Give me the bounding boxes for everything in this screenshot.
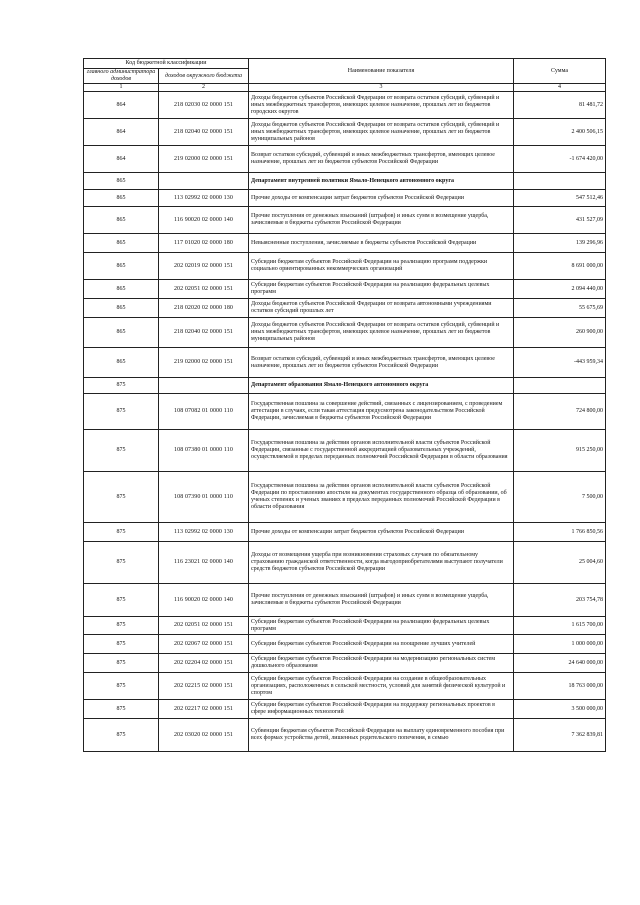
admin-code-cell: 875 xyxy=(84,542,159,584)
income-col-header: доходов окружного бюджета xyxy=(159,69,249,84)
indicator-name-cell: Департамент образования Ямало-Ненецкого автономного округа xyxy=(249,378,514,394)
table-row xyxy=(84,584,606,617)
amount-cell: 7 362 839,81 xyxy=(514,719,606,752)
indicator-name-cell: Доходы бюджетов субъектов Российской Федерации от возврата остатков субсидий, субвенций и иных межбюджетных трансфертов, имеющих целевое назначение, прошлых лет из бюджетов муниципальных районов xyxy=(249,318,514,348)
table-row xyxy=(84,673,606,700)
income-code-cell: 219 02000 02 0000 151 xyxy=(159,146,249,173)
col-number: 2 xyxy=(159,84,249,92)
income-code-cell: 113 02992 02 0000 130 xyxy=(159,190,249,207)
sum-header: Сумма xyxy=(514,59,606,84)
amount-cell: 24 640 000,00 xyxy=(514,654,606,673)
admin-code-cell: 865 xyxy=(84,280,159,299)
amount-cell: 724 800,00 xyxy=(514,394,606,430)
income-code-cell: 108 07390 01 0000 110 xyxy=(159,472,249,523)
table-row xyxy=(84,430,606,472)
table-row xyxy=(84,280,606,299)
admin-code-cell: 875 xyxy=(84,584,159,617)
table-row xyxy=(84,207,606,234)
income-code-cell: 116 23021 02 0000 140 xyxy=(159,542,249,584)
indicator-name-cell: Субсидии бюджетам субъектов Российской Федерации на поощрение лучших учителей xyxy=(249,635,514,654)
income-code-cell: 218 02040 02 0000 151 xyxy=(159,318,249,348)
header-row xyxy=(84,59,606,69)
table-row xyxy=(84,318,606,348)
table-row xyxy=(84,92,606,119)
indicator-name-cell: Доходы от возмещения ущерба при возникновении страховых случаев по обязательному страхованию гражданской ответственности, когда выгодоприобретателями выступают получатели средств бюджетов субъектов Российской Федерации xyxy=(249,542,514,584)
indicator-name-cell: Субсидии бюджетам субъектов Российской Федерации на поддержку региональных проектов в сфере информационных технологий xyxy=(249,700,514,719)
income-code-cell: 108 07082 01 0000 110 xyxy=(159,394,249,430)
admin-code-cell: 875 xyxy=(84,378,159,394)
indicator-name-cell: Возврат остатков субсидий, субвенций и иных межбюджетных трансфертов, имеющих целевое назначение, прошлых лет из бюджетов субъектов Российской Федерации xyxy=(249,146,514,173)
admin-code-cell: 865 xyxy=(84,348,159,378)
name-header: Наименование показателя xyxy=(249,59,514,84)
table-row xyxy=(84,119,606,146)
admin-code-cell: 864 xyxy=(84,119,159,146)
indicator-name-cell: Субсидии бюджетам субъектов Российской Федерации на реализацию программ поддержки социально ориентированных некоммерческих организаций xyxy=(249,253,514,280)
amount-cell: 547 512,46 xyxy=(514,190,606,207)
amount-cell xyxy=(514,378,606,394)
indicator-name-cell: Субсидии бюджетам субъектов Российской Федерации на реализацию федеральных целевых программ xyxy=(249,617,514,635)
table-row xyxy=(84,394,606,430)
table-row xyxy=(84,146,606,173)
admin-code-cell: 865 xyxy=(84,207,159,234)
income-code-cell: 202 03020 02 0000 151 xyxy=(159,719,249,752)
indicator-name-cell: Прочие поступления от денежных взысканий (штрафов) и иных сумм в возмещение ущерба, зачисляемые в бюджеты субъектов Российской Федерации xyxy=(249,584,514,617)
admin-code-cell: 875 xyxy=(84,430,159,472)
income-code-cell: 116 90020 02 0000 140 xyxy=(159,584,249,617)
admin-code-cell: 864 xyxy=(84,92,159,119)
amount-cell: -443 959,34 xyxy=(514,348,606,378)
table-row xyxy=(84,299,606,318)
income-code-cell: 218 02020 02 0000 180 xyxy=(159,299,249,318)
indicator-name-cell: Доходы бюджетов субъектов Российской Федерации от возврата автономными учреждениями остатков субсидий прошлых лет xyxy=(249,299,514,318)
column-number-row xyxy=(84,84,606,92)
amount-cell: 203 754,78 xyxy=(514,584,606,617)
amount-cell: 55 675,69 xyxy=(514,299,606,318)
table-body xyxy=(84,92,606,752)
amount-cell: 8 691 000,00 xyxy=(514,253,606,280)
amount-cell: 3 500 000,00 xyxy=(514,700,606,719)
admin-code-cell: 865 xyxy=(84,190,159,207)
indicator-name-cell: Доходы бюджетов субъектов Российской Федерации от возврата остатков субсидий, субвенций и иных межбюджетных трансфертов, имеющих целевое назначение, прошлых лет из бюджетов муниципальных районов xyxy=(249,119,514,146)
amount-cell: 2 094 440,00 xyxy=(514,280,606,299)
admin-col-header: главного администратора доходов xyxy=(84,69,159,84)
section-row xyxy=(84,173,606,190)
amount-cell: 139 296,96 xyxy=(514,234,606,253)
income-code-cell: 202 02217 02 0000 151 xyxy=(159,700,249,719)
admin-code-cell: 865 xyxy=(84,173,159,190)
admin-code-cell: 865 xyxy=(84,318,159,348)
income-code-cell: 202 02051 02 0000 151 xyxy=(159,280,249,299)
admin-code-cell: 875 xyxy=(84,472,159,523)
income-code-cell: 219 02000 02 0000 151 xyxy=(159,348,249,378)
indicator-name-cell: Департамент внутренней политики Ямало-Ненецкого автономного округа xyxy=(249,173,514,190)
col-number: 3 xyxy=(249,84,514,92)
indicator-name-cell: Доходы бюджетов субъектов Российской Федерации от возврата остатков субсидий, субвенций и иных межбюджетных трансфертов, имеющих целевое назначение, прошлых лет из бюджетов городских округов xyxy=(249,92,514,119)
admin-code-cell: 875 xyxy=(84,700,159,719)
income-code-cell: 108 07380 01 0000 110 xyxy=(159,430,249,472)
amount-cell: 18 763 000,00 xyxy=(514,673,606,700)
table-row xyxy=(84,234,606,253)
amount-cell: 2 400 506,15 xyxy=(514,119,606,146)
amount-cell xyxy=(514,173,606,190)
table-row xyxy=(84,635,606,654)
income-code-cell: 202 02019 02 0000 151 xyxy=(159,253,249,280)
table-row xyxy=(84,654,606,673)
col-number: 1 xyxy=(84,84,159,92)
admin-code-cell: 875 xyxy=(84,654,159,673)
table-row xyxy=(84,348,606,378)
admin-code-cell: 865 xyxy=(84,253,159,280)
indicator-name-cell: Невыясненные поступления, зачисляемые в бюджеты субъектов Российской Федерации xyxy=(249,234,514,253)
indicator-name-cell: Субвенции бюджетам субъектов Российской Федерации на выплату единовременного пособия при всех формах устройства детей, лишенных родительского попечения, в семью xyxy=(249,719,514,752)
indicator-name-cell: Субсидии бюджетам субъектов Российской Федерации на модернизацию региональных систем дошкольного образования xyxy=(249,654,514,673)
income-code-cell: 218 02040 02 0000 151 xyxy=(159,119,249,146)
indicator-name-cell: Государственная пошлина за действия органов исполнительной власти субъектов Российской Федерации по проставлению апостиля на документах государственного образца об образовании, об ученых степенях и ученых званиях в пределах переданных полномочий Российской Федерации в области образования xyxy=(249,472,514,523)
admin-code-cell: 875 xyxy=(84,523,159,542)
admin-code-cell: 875 xyxy=(84,617,159,635)
indicator-name-cell: Возврат остатков субсидий, субвенций и иных межбюджетных трансфертов, имеющих целевое назначение, прошлых лет из бюджетов субъектов Российской Федерации xyxy=(249,348,514,378)
table-row xyxy=(84,617,606,635)
admin-code-cell: 865 xyxy=(84,234,159,253)
col-number: 4 xyxy=(514,84,606,92)
table-row xyxy=(84,190,606,207)
amount-cell: 431 527,09 xyxy=(514,207,606,234)
income-code-cell: 202 02067 02 0000 151 xyxy=(159,635,249,654)
income-code-cell: 202 02204 02 0000 151 xyxy=(159,654,249,673)
indicator-name-cell: Государственная пошлина за совершение действий, связанных с лицензированием, с проведением аттестации в случаях, если такая аттестация предусмотрена законодательством Российской Федерации, зачисляемая в бюджеты субъектов Российской Федерации xyxy=(249,394,514,430)
amount-cell: 7 500,00 xyxy=(514,472,606,523)
table-row xyxy=(84,700,606,719)
income-code-cell: 202 02051 02 0000 151 xyxy=(159,617,249,635)
section-row xyxy=(84,378,606,394)
admin-code-cell: 875 xyxy=(84,719,159,752)
table-row xyxy=(84,542,606,584)
budget-income-table xyxy=(83,58,606,752)
admin-code-cell: 875 xyxy=(84,673,159,700)
indicator-name-cell: Государственная пошлина за действия органов исполнительной власти субъектов Российской Федерации, связанные с государственной аккредитацией образовательных учреждений, осуществляемой в пределах переданных полномочий Российской Федерации в области образования xyxy=(249,430,514,472)
indicator-name-cell: Субсидии бюджетам субъектов Российской Федерации на создание в общеобразовательных организациях, расположенных в сельской местности, условий для занятий физической культурой и спортом xyxy=(249,673,514,700)
income-code-cell xyxy=(159,378,249,394)
indicator-name-cell: Субсидии бюджетам субъектов Российской Федерации на реализацию федеральных целевых программ xyxy=(249,280,514,299)
income-code-cell xyxy=(159,173,249,190)
indicator-name-cell: Прочие доходы от компенсации затрат бюджетов субъектов Российской Федерации xyxy=(249,190,514,207)
amount-cell: 1 000 000,00 xyxy=(514,635,606,654)
income-code-cell: 116 90020 02 0000 140 xyxy=(159,207,249,234)
amount-cell: 260 900,00 xyxy=(514,318,606,348)
table-row xyxy=(84,253,606,280)
table-row xyxy=(84,719,606,752)
table-row xyxy=(84,523,606,542)
amount-cell: -1 674 420,00 xyxy=(514,146,606,173)
amount-cell: 1 766 850,56 xyxy=(514,523,606,542)
amount-cell: 81 481,72 xyxy=(514,92,606,119)
income-code-cell: 218 02030 02 0000 151 xyxy=(159,92,249,119)
admin-code-cell: 865 xyxy=(84,299,159,318)
income-code-cell: 202 02215 02 0000 151 xyxy=(159,673,249,700)
indicator-name-cell: Прочие поступления от денежных взысканий (штрафов) и иных сумм в возмещение ущерба, зачисляемые в бюджеты субъектов Российской Федерации xyxy=(249,207,514,234)
income-code-cell: 117 01020 02 0000 180 xyxy=(159,234,249,253)
admin-code-cell: 864 xyxy=(84,146,159,173)
admin-code-cell: 875 xyxy=(84,635,159,654)
amount-cell: 915 250,00 xyxy=(514,430,606,472)
indicator-name-cell: Прочие доходы от компенсации затрат бюджетов субъектов Российской Федерации xyxy=(249,523,514,542)
amount-cell: 25 004,60 xyxy=(514,542,606,584)
amount-cell: 1 615 700,00 xyxy=(514,617,606,635)
admin-code-cell: 875 xyxy=(84,394,159,430)
income-code-cell: 113 02992 02 0000 130 xyxy=(159,523,249,542)
table-row xyxy=(84,472,606,523)
classification-header: Код бюджетной классификации xyxy=(84,59,249,69)
